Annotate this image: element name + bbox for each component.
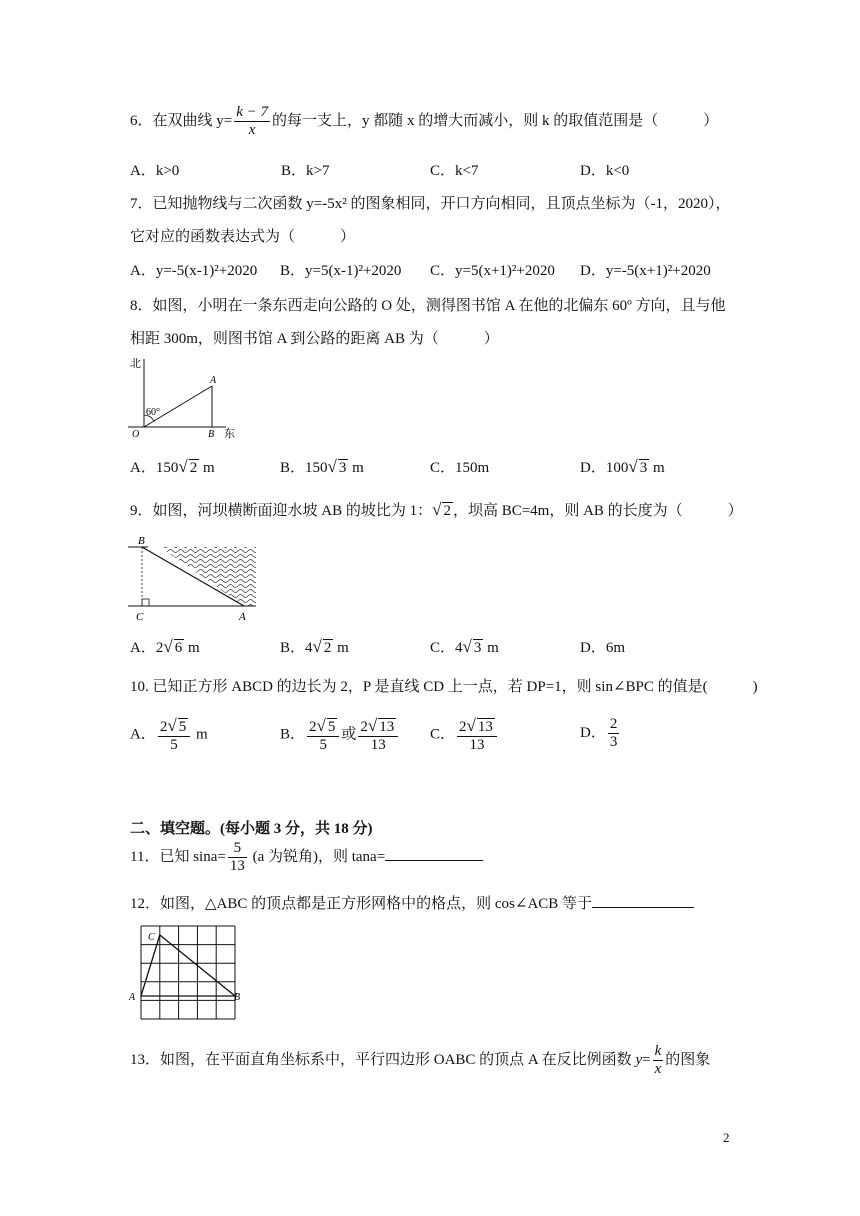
q7-option-b: B．y=5(x-1)²+2020 (280, 263, 402, 279)
q7-line2: 它对应的函数表达式为（ ） (130, 229, 356, 245)
q9-option-d: D．6m (580, 640, 626, 656)
q9-label-b: B (138, 535, 145, 547)
q12-label-b: B (234, 992, 241, 1003)
q8-line2: 相距 300m，则图书馆 A 到公路的距离 AB 为（ ） (130, 331, 499, 347)
question-12: 12．如图，△ABC 的顶点都是正方形网格中的格点，则 cos∠ACB 等于 (130, 892, 694, 913)
q9-figure (128, 533, 263, 625)
q10-option-b: B． $\frac{2√ 5}{5}$ 或 $\frac{2√ 13}{13}$ (280, 716, 400, 755)
q6-fraction: $\frac{k - 7}{x}$ (236, 104, 268, 139)
q9-option-a: A．2√ 6 m (130, 637, 200, 656)
q12-label-a: A (129, 992, 136, 1003)
q10-option-a: A． $\frac{2√ 5}{5}$ m (130, 716, 208, 754)
q9-label-a: A (239, 611, 246, 623)
q6-option-b: B．k>7 (281, 163, 330, 179)
question-9: 9．如图，河坝横断面迎水坡 AB 的坡比为 1：√ 2 ，坝高 BC=4m，则 AB 的长度为（ ） (130, 500, 743, 519)
q9-water (160, 547, 256, 606)
q7-line1: 7．已知抛物线与二次函数 y=-5x² 的图象相同，开口方向相同，且顶点坐标为（-1，2020）， (130, 196, 731, 212)
q7-option-a: A．y=-5(x-1)²+2020 (130, 263, 258, 279)
q12-figure (128, 920, 246, 1020)
q6-stem-pre: 6．在双曲线 y= (130, 113, 233, 130)
q8-label-o: O (132, 429, 140, 440)
q8-figure (128, 355, 243, 440)
q8-option-c: C．150m (430, 460, 490, 476)
q8-label-north: 北 (130, 358, 141, 370)
section-2-title: 二、填空题。(每小题 3 分，共 18 分) (130, 821, 373, 837)
q9-option-c: C．4√ 3 m (430, 637, 499, 656)
q6-option-a: A．k>0 (130, 163, 180, 179)
q8-label-angle: 60° (146, 407, 160, 418)
question-11: 11．已知 sina= $\frac{5}{13}$ (a 为锐角)，则 tana= (130, 840, 483, 876)
q10-option-d: D． $\frac{2}{3}$ (580, 716, 618, 751)
q6-option-c: C．k<7 (430, 163, 479, 179)
q12-grid (141, 926, 235, 1019)
q8-label-b: B (208, 429, 215, 440)
q6-stem-post: 的每一支上，y 都随 x 的增大而减小，则 k 的取值范围是（ ） (272, 113, 719, 130)
q12-answer-blank[interactable] (592, 893, 694, 908)
q12-label-c: C (148, 932, 155, 943)
question-13: 13．如图，在平面直角坐标系中，平行四边形 OABC 的顶点 A 在反比例函数 y= $\frac{k}{x}$ 的图象 (130, 1043, 711, 1078)
q8-line1: 8．如图，小明在一条东西走向公路的 O 处，测得图书馆 A 在他的北偏东 60º 方向，且与他 (130, 298, 726, 314)
q7-option-d: D．y=-5(x+1)²+2020 (580, 263, 711, 279)
q11-answer-blank[interactable] (385, 846, 483, 861)
q7-option-c: C．y=5(x+1)²+2020 (430, 263, 555, 279)
q10-stem: 10. 已知正方形 ABCD 的边长为 2，P 是直线 CD 上一点，若 DP=1，则 sin∠BPC 的值是( ) (130, 679, 758, 695)
q9-right-angle (142, 599, 149, 606)
q6-option-d: D．k<0 (580, 163, 630, 179)
page-number: 2 (723, 1130, 730, 1145)
q8-option-a: A．150√ 2 m (130, 457, 215, 476)
q8-option-b: B．150√ 3 m (280, 457, 364, 476)
question-6 (130, 104, 718, 140)
q9-label-c: C (136, 611, 144, 623)
q10-option-c: C． $\frac{2√ 13}{13}$ (430, 716, 499, 755)
q8-label-east: 东 (224, 428, 235, 440)
q8-label-a: A (210, 375, 217, 386)
q8-option-d: D．100√ 3 m (580, 457, 665, 476)
q9-option-b: B．4√ 2 m (280, 637, 349, 656)
